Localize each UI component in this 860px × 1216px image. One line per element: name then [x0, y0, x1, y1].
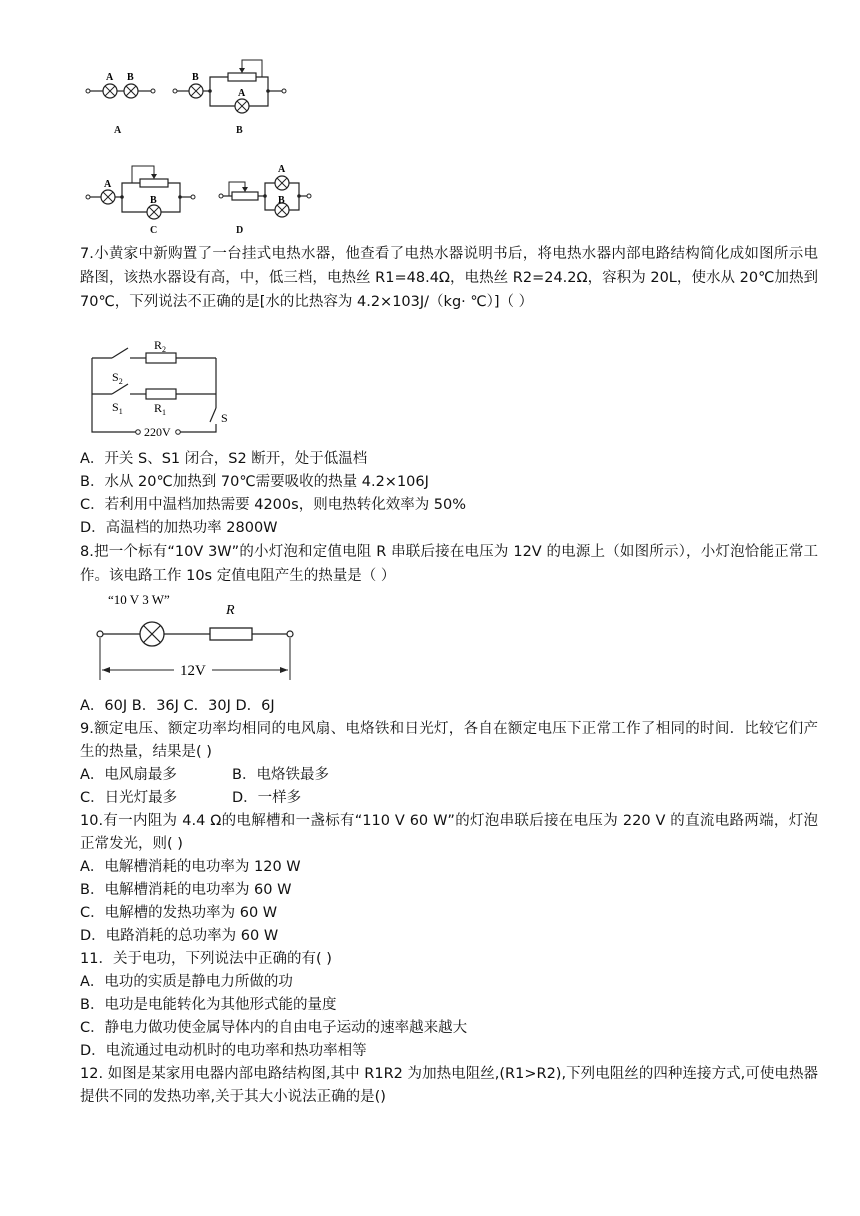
- question-12-stem: 12. 如图是某家用电器内部电路结构图,其中 R1R2 为加热电阻丝,(R1>R2),下列电阻丝的四种连接方式,可使电热器提供不同的发热功率,关于其大小说法正确的是(): [80, 1066, 818, 1105]
- svg-text:220V: 220V: [144, 425, 171, 439]
- circuit-figure-c: [80, 160, 200, 222]
- q7-option-d: D．高温档的加热功率 2800W: [80, 520, 278, 536]
- question-11-stem: 11．关于电功，下列说法中正确的有( ): [80, 951, 332, 967]
- circuit-figure-b: [168, 44, 293, 116]
- figure-b-caption: B: [236, 125, 243, 136]
- lamp-icon: [147, 205, 161, 219]
- lamp-icon: [103, 84, 117, 98]
- circuit-figure-a: [80, 70, 160, 110]
- lamp-b-label: B: [278, 195, 285, 206]
- lamp-a-label: A: [238, 88, 246, 99]
- q7-option-c: C．若利用中温档加热需要 4200s，则电热转化效率为 50%: [80, 497, 467, 513]
- q11-option-a: A．电功的实质是静电力所做的功: [80, 974, 293, 990]
- q8-options: A．60J B．36J C．30J D．6J: [80, 698, 275, 714]
- svg-text:S2: $S_2$: [112, 370, 123, 386]
- svg-text:S: S: [221, 411, 228, 425]
- rheostat-icon: [228, 73, 256, 81]
- rheostat-icon: [232, 192, 258, 200]
- lamp-a-label: A: [106, 72, 114, 83]
- lamp-icon: [189, 84, 203, 98]
- svg-text:R2: $R_2$: [154, 338, 167, 354]
- question-8-stem: 8.把一个标有“10V 3W”的小灯泡和定值电阻 R 串联后接在电压为 12V 的电源上（如图所示），小灯泡恰能正常工作。该电路工作 10s 定值电阻产生的热量是（ ）: [80, 544, 818, 584]
- q10-option-d: D．电路消耗的总功率为 60 W: [80, 928, 279, 944]
- lamp-icon: [101, 190, 115, 204]
- switch-s2-icon: [112, 348, 128, 358]
- q10-option-c: C．电解槽的发热功率为 60 W: [80, 905, 278, 921]
- q9-option-c: C．日光灯最多: [80, 790, 178, 806]
- lamp-a-label: A: [104, 179, 112, 190]
- q7-circuit-figure: [84, 336, 244, 442]
- switch-s-icon: [210, 408, 216, 422]
- lamp-icon: [124, 84, 138, 98]
- figure-c-caption: C: [150, 225, 158, 236]
- lamp-b-label: B: [192, 72, 199, 83]
- question-10-stem: 10.有一内阻为 4.4 Ω的电解槽和一盏标有“110 V 60 W”的灯泡串联后接在电压为 220 V 的直流电路两端，灯泡正常发光，则( ): [80, 813, 818, 852]
- q11-option-b: B．电功是电能转化为其他形式能的量度: [80, 997, 337, 1013]
- question-9-stem: 9.额定电压、额定功率均相同的电风扇、电烙铁和日光灯，各自在额定电压下正常工作了相同的时间．比较它们产生的热量，结果是( ): [80, 721, 818, 760]
- q8-voltage-label: 12V: [180, 663, 206, 679]
- svg-text:S1: $S_1$: [112, 400, 123, 416]
- circuit-figure-d: [215, 160, 315, 224]
- lamp-b-label: B: [127, 72, 134, 83]
- q7-option-a: A．开关 S、S1 闭合，S2 断开，处于低温档: [80, 451, 368, 467]
- resistor-r1-icon: [146, 389, 176, 399]
- lamp-a-label: A: [278, 164, 286, 175]
- question-7-stem: 7.小黄家中新购置了一台挂式电热水器，他查看了电热水器说明书后，将电热水器内部电路结构简化成如图所示电路图，该热水器设有高，中，低三档，电热丝 R1=48.4Ω，电热丝 R2=24.2Ω，容积为 20L，使水从 20℃加热到 70℃，下列说法不正确的是[水的比热容为 4.2×103J/（kg· ℃）]（ ）: [80, 246, 818, 310]
- lamp-icon: [140, 622, 164, 646]
- q11-option-d: D．电流通过电动机时的电功率和热功率相等: [80, 1043, 367, 1059]
- q8-resistor-label: R: [226, 603, 235, 618]
- svg-text:R1: $R_1$: [154, 401, 167, 417]
- q7-option-b: B．水从 20℃加热到 70℃需要吸收的热量 4.2×106J: [80, 474, 429, 490]
- rheostat-icon: [140, 179, 168, 187]
- figure-d-caption: D: [236, 225, 244, 236]
- q8-lamp-label: “10 V 3 W”: [108, 592, 170, 607]
- q10-option-b: B．电解槽消耗的电功率为 60 W: [80, 882, 292, 898]
- q9-option-a: A．电风扇最多: [80, 767, 177, 783]
- resistor-r2-icon: [146, 353, 176, 363]
- lamp-b-label: B: [150, 195, 157, 206]
- q9-option-b: B．电烙铁最多: [232, 767, 329, 783]
- q11-option-c: C．静电力做功使金属导体内的自由电子运动的速率越来越大: [80, 1020, 468, 1036]
- lamp-icon: [275, 176, 289, 190]
- lamp-icon: [235, 99, 249, 113]
- q10-option-a: A．电解槽消耗的电功率为 120 W: [80, 859, 301, 875]
- q9-option-d: D．一样多: [232, 790, 302, 806]
- figure-a-caption: A: [114, 125, 122, 136]
- q8-circuit-figure: [90, 588, 300, 688]
- resistor-icon: [210, 628, 252, 640]
